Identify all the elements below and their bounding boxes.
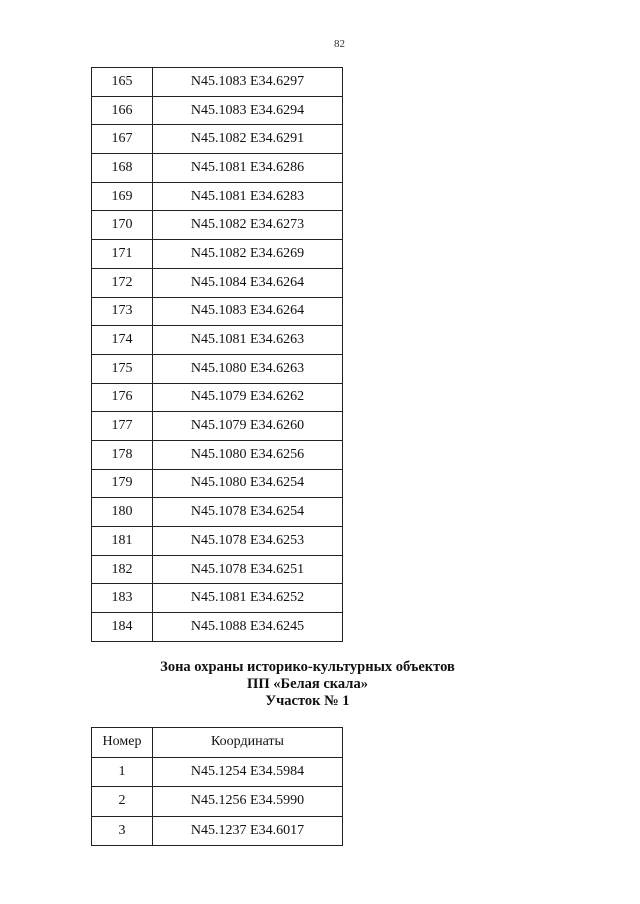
point-number-cell: 2 [92,787,153,817]
table-row [92,326,343,355]
table-row [92,787,343,817]
table-row [92,182,343,211]
table-row [92,211,343,240]
coordinate-cell: N45.1256 E34.5990 [153,787,343,817]
point-number-cell: 1 [92,757,153,787]
coordinate-cell: N45.1254 E34.5984 [153,757,343,787]
coordinate-cell: N45.1082 E34.6273 [153,211,343,240]
coordinate-cell: N45.1080 E34.6263 [153,354,343,383]
coordinate-cell: N45.1078 E34.6253 [153,527,343,556]
table-row [92,816,343,846]
point-number-cell: 175 [92,354,153,383]
point-number-cell: 173 [92,297,153,326]
point-number-cell: 3 [92,816,153,846]
point-number-cell: 181 [92,527,153,556]
coordinate-cell: N45.1083 E34.6294 [153,96,343,125]
column-header-number: Номер [92,728,153,758]
point-number-cell: 168 [92,154,153,183]
coordinate-cell: N45.1088 E34.6245 [153,613,343,642]
point-number-cell: 174 [92,326,153,355]
table-header [92,728,343,758]
section-heading [91,659,524,710]
table-body [92,757,343,846]
table-row [92,268,343,297]
coordinate-cell: N45.1078 E34.6251 [153,555,343,584]
table-row [92,555,343,584]
table-row [92,527,343,556]
point-number-cell: 180 [92,498,153,527]
point-number-cell: 176 [92,383,153,412]
coordinate-cell: N45.1083 E34.6297 [153,68,343,97]
table-row [92,613,343,642]
point-number-cell: 177 [92,412,153,441]
point-number-cell: 169 [92,182,153,211]
heading-line-zone: Зона охраны историко-культурных объектов [160,659,455,675]
table-row [92,498,343,527]
table-body [92,68,343,642]
table-row [92,412,343,441]
point-number-cell: 184 [92,613,153,642]
table-row [92,383,343,412]
table-row [92,469,343,498]
point-number-cell: 178 [92,440,153,469]
coordinate-cell: N45.1083 E34.6264 [153,297,343,326]
coordinate-cell: N45.1081 E34.6286 [153,154,343,183]
coordinate-cell: N45.1084 E34.6264 [153,268,343,297]
table-row [92,297,343,326]
table-row [92,125,343,154]
point-number-cell: 183 [92,584,153,613]
point-number-cell: 166 [92,96,153,125]
coordinate-cell: N45.1081 E34.6263 [153,326,343,355]
table-row [92,584,343,613]
point-number-cell: 172 [92,268,153,297]
heading-line-plot: Участок № 1 [265,693,350,709]
coordinate-cell: N45.1080 E34.6254 [153,469,343,498]
coordinate-cell: N45.1079 E34.6262 [153,383,343,412]
coordinate-cell: N45.1237 E34.6017 [153,816,343,846]
coordinate-cell: N45.1078 E34.6254 [153,498,343,527]
coordinate-cell: N45.1081 E34.6283 [153,182,343,211]
coordinate-cell: N45.1082 E34.6269 [153,240,343,269]
table-row [92,68,343,97]
point-number-cell: 182 [92,555,153,584]
table-row [92,354,343,383]
column-header-coordinates: Координаты [153,728,343,758]
table-row [92,757,343,787]
table-row [92,154,343,183]
point-number-cell: 179 [92,469,153,498]
page-number: 82 [334,38,345,50]
point-number-cell: 170 [92,211,153,240]
coordinate-cell: N45.1080 E34.6256 [153,440,343,469]
coordinates-table-continued [91,67,343,642]
table-row [92,96,343,125]
coordinate-cell: N45.1079 E34.6260 [153,412,343,441]
header-row [92,728,343,758]
table-row [92,240,343,269]
plot-1-coordinates-table [91,727,343,846]
heading-line-park: ПП «Белая скала» [247,676,368,692]
point-number-cell: 165 [92,68,153,97]
point-number-cell: 167 [92,125,153,154]
coordinate-cell: N45.1081 E34.6252 [153,584,343,613]
point-number-cell: 171 [92,240,153,269]
table-row [92,440,343,469]
coordinate-cell: N45.1082 E34.6291 [153,125,343,154]
